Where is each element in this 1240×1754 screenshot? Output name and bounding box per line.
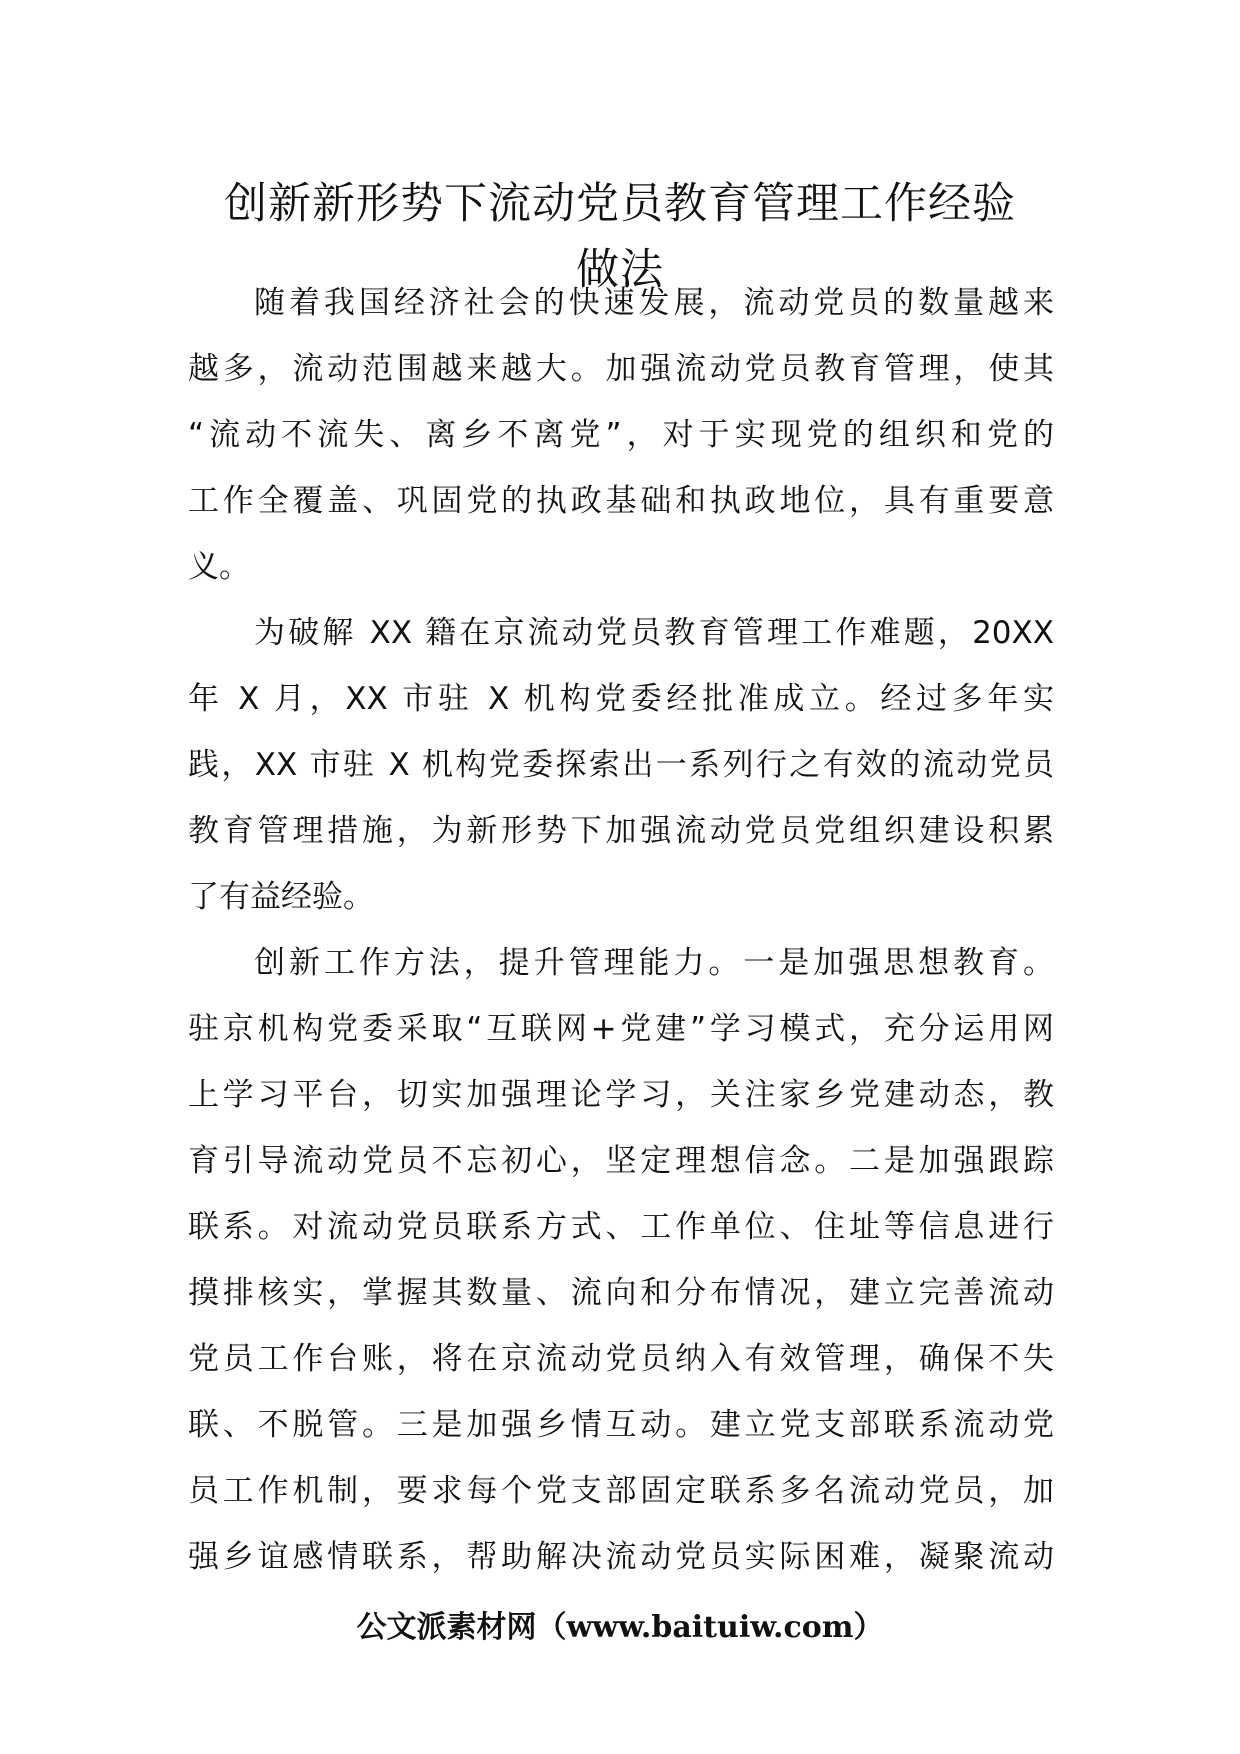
document-title-line-1: 创新新形势下流动党员教育管理工作经验 — [224, 179, 1016, 229]
paragraph-line: 育引导流动党员不忘初心，坚定理想信念。二是加强跟踪 — [188, 1143, 1054, 1179]
paragraph-line: 义。 — [188, 549, 250, 585]
paragraph-line: “流动不流失、离乡不离党”，对于实现党的组织和党的 — [188, 417, 1054, 453]
paragraph-line: 员工作机制，要求每个党支部固定联系多名流动党员，加 — [188, 1473, 1054, 1509]
paragraph-line: 越多，流动范围越来越大。加强流动党员教育管理，使其 — [188, 351, 1054, 387]
document-title-line-2: 做法 — [576, 245, 664, 295]
paragraph-line: 为破解 XX 籍在京流动党员教育管理工作难题，20XX — [254, 615, 1054, 651]
paragraph-line: 上学习平台，切实加强理论学习，关注家乡党建动态，教 — [188, 1077, 1054, 1113]
paragraph-line: 了有益经验。 — [188, 879, 374, 915]
paragraph-line: 强乡谊感情联系，帮助解决流动党员实际困难，凝聚流动 — [188, 1539, 1054, 1575]
paragraph-line: 教育管理措施，为新形势下加强流动党员党组织建设积累 — [188, 813, 1054, 849]
paragraph-line: 党员工作台账，将在京流动党员纳入有效管理，确保不失 — [188, 1341, 1054, 1377]
paragraph-line: 驻京机构党委采取“互联网+党建”学习模式，充分运用网 — [188, 1011, 1054, 1047]
paragraph-line: 年 X 月，XX 市驻 X 机构党委经批准成立。经过多年实 — [188, 681, 1054, 717]
source-footer: 公文派素材网（www.baituiw.com） — [356, 1610, 884, 1645]
paragraph-line: 摸排核实，掌握其数量、流向和分布情况，建立完善流动 — [188, 1275, 1054, 1311]
paragraph-line: 联、不脱管。三是加强乡情互动。建立党支部联系流动党 — [188, 1407, 1054, 1443]
paragraph-1 — [188, 270, 1054, 600]
paragraph-line: 创新工作方法，提升管理能力。一是加强思想教育。 — [254, 945, 1054, 981]
paragraph-3 — [188, 930, 1054, 1590]
paragraph-line: 工作全覆盖、巩固党的执政基础和执政地位，具有重要意 — [188, 483, 1054, 519]
paragraph-line: 践，XX 市驻 X 机构党委探索出一系列行之有效的流动党员 — [188, 747, 1054, 783]
paragraph-line: 随着我国经济社会的快速发展，流动党员的数量越来 — [254, 285, 1054, 321]
paragraph-line: 联系。对流动党员联系方式、工作单位、住址等信息进行 — [188, 1209, 1054, 1245]
paragraph-2 — [188, 600, 1054, 930]
